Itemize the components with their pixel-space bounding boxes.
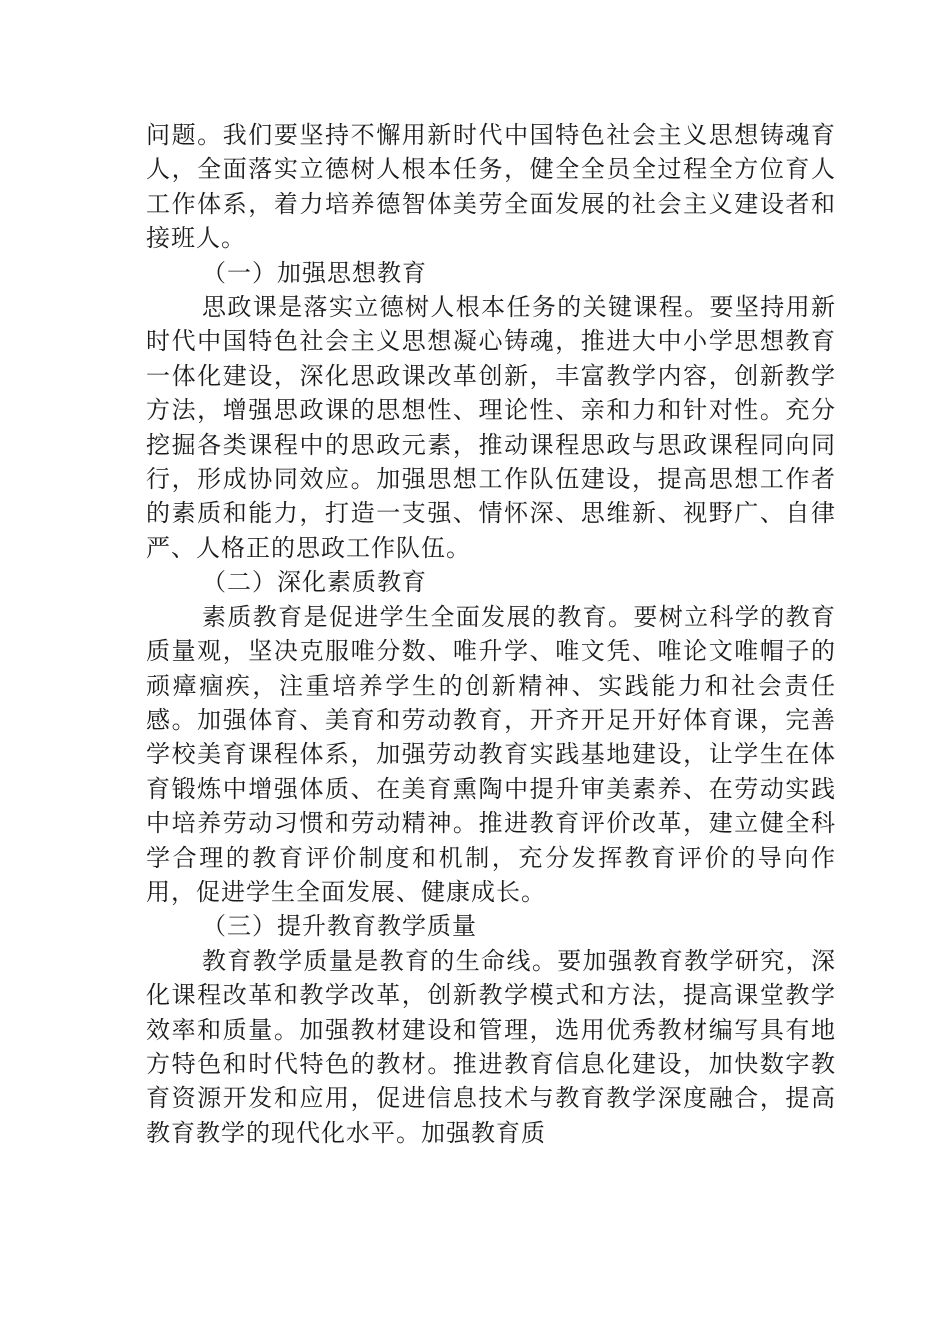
paragraph-quality-education: 素质教育是促进学生全面发展的教育。要树立科学的教育质量观，坚决克服唯分数、唯升学、唯文凭、唯论文唯帽子的顽瘴痼疾，注重培养学生的创新精神、实践能力和社会责任感。加强体育、美育和劳动教育，开齐开足开好体育课，完善学校美育课程体系，加强劳动教育实践基地建设，让学生在体育锻炼中增强体质、在美育熏陶中提升审美素养、在劳动实践中培养劳动习惯和劳动精神。推进教育评价改革，建立健全科学合理的教育评价制度和机制，充分发挥教育评价的导向作用，促进学生全面发展、健康成长。	[146, 602, 836, 906]
paragraph-teaching-quality: 教育教学质量是教育的生命线。要加强教育教学研究，深化课程改革和教学改革，创新教学模式和方法，提高课堂教学效率和质量。加强教材建设和管理，选用优秀教材编写具有地方特色和时代特色的教材。推进教育信息化建设，加快数字教育资源开发和应用，促进信息技术与教育教学深度融合，提高教育教学的现代化水平。加强教育质	[146, 946, 836, 1147]
section-heading-3: （三）提升教育教学质量	[202, 912, 477, 941]
paragraph-ideological-education: 思政课是落实立德树人根本任务的关键课程。要坚持用新时代中国特色社会主义思想凝心铸魂，推进大中小学思想教育一体化建设，深化思政课改革创新，丰富教学内容，创新教学方法，增强思政课的思想性、理论性、亲和力和针对性。充分挖掘各类课程中的思政元素，推动课程思政与思政课程同向同行，形成协同效应。加强思想工作队伍建设，提高思想工作者的素质和能力，打造一支强、情怀深、思维新、视野广、自律严、人格正的思政工作队伍。	[146, 293, 836, 562]
section-heading-1: （一）加强思想教育	[202, 258, 427, 287]
section-heading-2: （二）深化素质教育	[202, 568, 427, 597]
paragraph-continued: 问题。我们要坚持不懈用新时代中国特色社会主义思想铸魂育人，全面落实立德树人根本任务，健全全员全过程全方位育人工作体系，着力培养德智体美劳全面发展的社会主义建设者和接班人。	[146, 121, 836, 253]
document-page	[146, 118, 836, 1150]
